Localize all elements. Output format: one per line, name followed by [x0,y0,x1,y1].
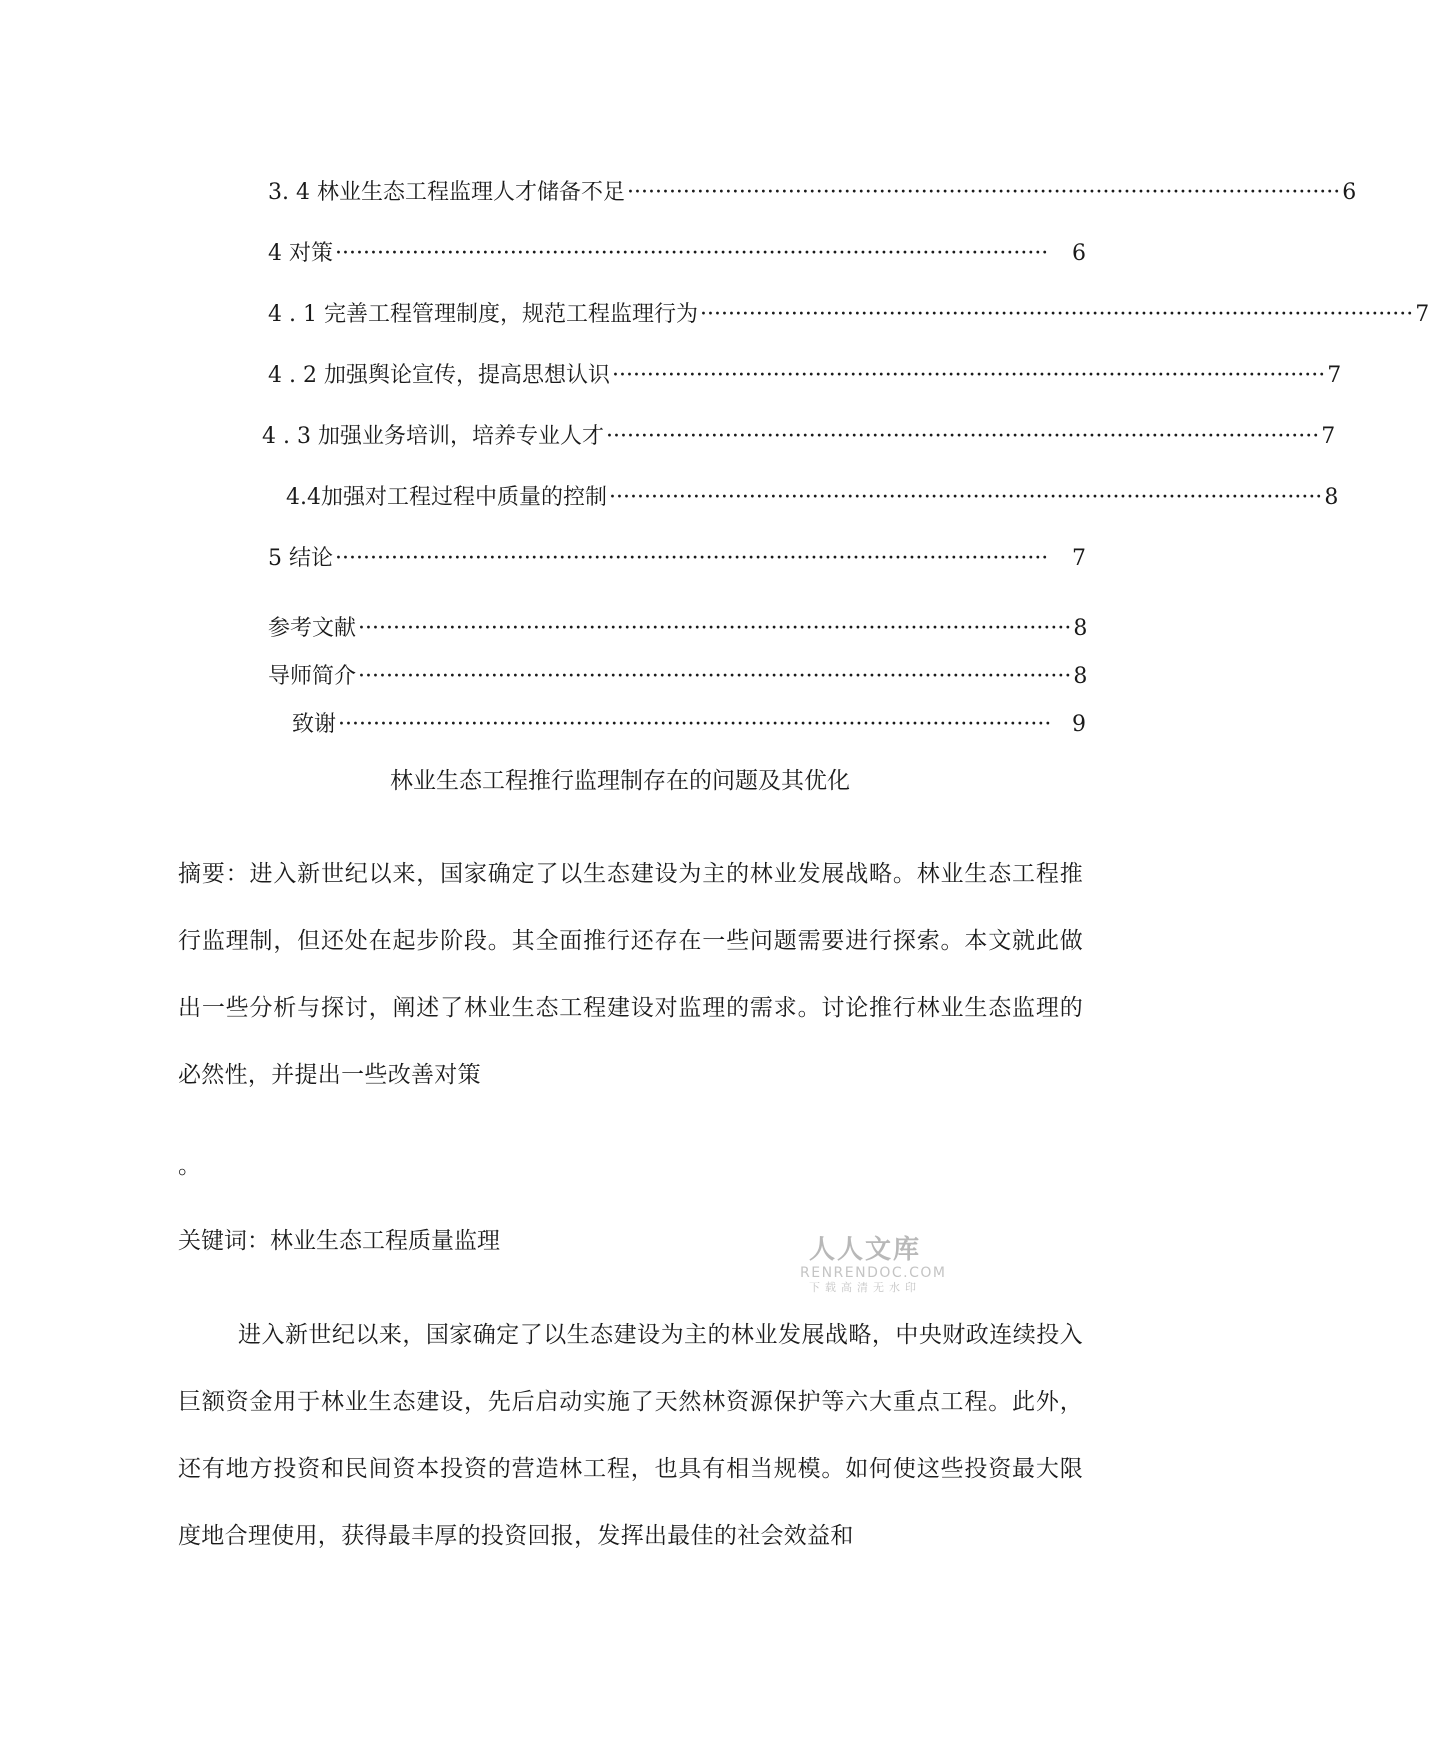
toc-entry[interactable] [268,361,1342,391]
toc-entry-page: 8 [1073,616,1088,641]
toc-entry[interactable] [268,662,1086,692]
toc-entry-page: 7 [1072,546,1086,571]
toc-leader-dots: ······································································································ [335,241,1049,266]
toc-entry-page: 8 [1324,485,1339,510]
toc-entry-label: 3. 4 林业生态工程监理人才储备不足 [268,180,625,205]
toc-entry-page: 7 [1327,363,1342,388]
watermark-title: 人人文库 [808,1235,921,1265]
toc-entry-label: 致谢 [292,712,337,737]
abstract-end-punctuation: 。 [178,1153,201,1179]
toc-entry-page: 7 [1415,302,1429,327]
toc-leader-dots: ······································································································ [605,424,1320,449]
toc-entry[interactable] [262,422,1336,452]
toc-entry-label: 4 . 3 加强业务培训，培养专业人才 [262,424,604,449]
toc-entry[interactable] [268,178,1357,208]
toc-entry[interactable] [268,300,1429,330]
watermark-logo [800,1235,947,1295]
watermark-subtitle: 下载高清无水印 [809,1281,921,1294]
toc-entry-label: 4 . 2 加强舆论宣传，提高思想认识 [268,363,610,388]
toc-entry[interactable] [268,544,1086,574]
toc-entry-label: 4 . 1 完善工程管理制度，规范工程监理行为 [268,302,698,327]
toc-leader-dots: ······································································································ [626,180,1341,205]
toc-entry-label: 4 对策 [268,241,333,266]
toc-entry-label: 5 结论 [268,546,333,571]
toc-entry[interactable] [268,239,1086,269]
body-paragraph: 进入新世纪以来，国家确定了以生态建设为主的林业发展战略，中央财政连续投入巨额资金用于林业生态建设，先后启动实施了天然林资源保护等六大重点工程。此外，还有地方投资和民间资本投资的营造林工程，也具有相当规模。如何使这些投资最大限度地合理使用，获得最丰厚的投资回报，发挥出最佳的社会效益和 [178,1322,1083,1549]
toc-leader-dots: ······································································································ [609,485,1323,510]
toc-entry[interactable] [268,614,1086,644]
abstract-paragraph: 摘要：进入新世纪以来，国家确定了以生态建设为主的林业发展战略。林业生态工程推行监理制，但还处在起步阶段。其全面推行还存在一些问题需要进行探索。本文就此做出一些分析与探讨，阐述了林业生态工程建设对监理的需求。讨论推行林业生态监理的必然性，并提出一些改善对策 [178,861,1083,1088]
toc-leader-dots: ······································································································ [358,616,1072,641]
toc-leader-dots: ······································································································ [358,664,1072,689]
toc-entry-page: 9 [1072,712,1086,737]
toc-leader-dots: ······································································································ [611,363,1326,388]
toc-leader-dots: ······································································································ [699,302,1414,327]
watermark-url: RENRENDOC.COM [800,1265,947,1281]
toc-entry-label: 参考文献 [268,616,357,641]
toc-leader-dots: ······································································································ [335,546,1049,571]
toc-entry[interactable] [286,483,1339,513]
toc-entry-label: 导师简介 [268,664,357,689]
paper-title: 林业生态工程推行监理制存在的问题及其优化 [390,768,850,794]
toc-entry-page: 6 [1342,180,1357,205]
toc-entry-page: 6 [1072,241,1086,266]
toc-leader-dots: ······································································································ [338,712,1052,737]
toc-entry[interactable] [292,710,1086,740]
toc-entry-page: 8 [1073,664,1088,689]
toc-entry-label: 4.4加强对工程过程中质量的控制 [286,485,607,510]
keywords-line: 关键词：林业生态工程质量监理 [178,1228,500,1254]
toc-entry-page: 7 [1321,424,1336,449]
